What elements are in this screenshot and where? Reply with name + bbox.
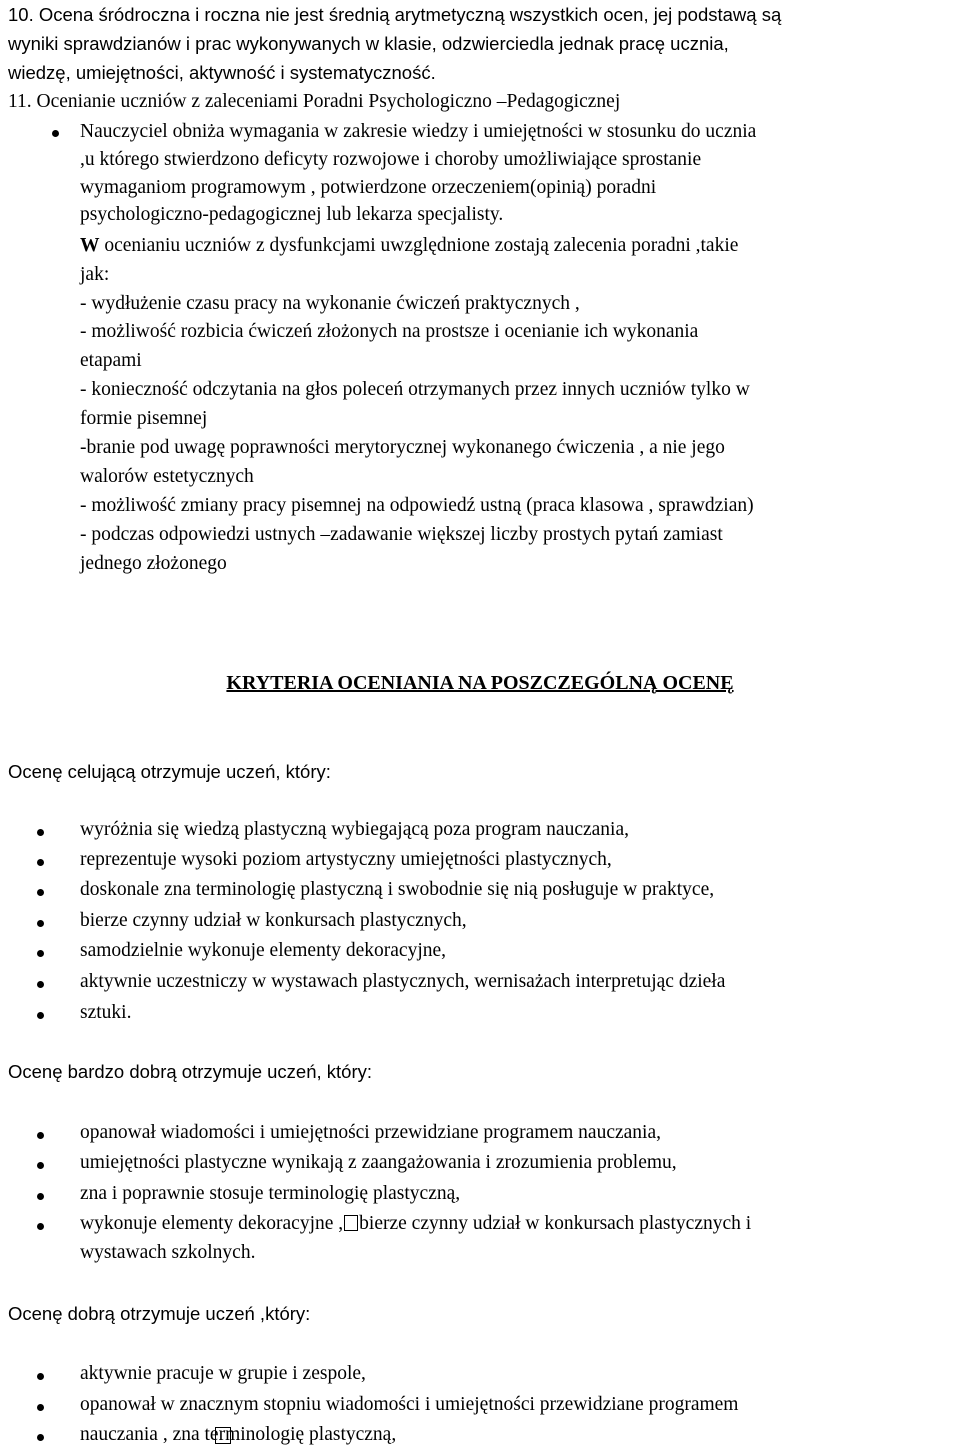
bullet-icon (37, 859, 44, 866)
empty-box-icon (344, 1215, 358, 1231)
section-11-bullet-line-3: wymaganiom programowym , potwierdzone orzeczeniem(opinią) poradni (80, 177, 657, 198)
bullet-icon (37, 1132, 44, 1139)
bullet-icon (37, 981, 44, 988)
section-11-paragraph-line: jak: (80, 264, 110, 285)
grade-bardzo-dobra-item: umiejętności plastyczne wynikają z zaangażowania i zrozumienia problemu, (80, 1152, 677, 1173)
item-text-before-box: nauczania , (80, 1424, 173, 1445)
section-11-paragraph-line: - wydłużenie czasu pracy na wykonanie ćwiczeń praktycznych , (80, 293, 580, 314)
section-11-paragraph-line: jednego złożonego (80, 553, 227, 574)
section-11-paragraph-line: - możliwość rozbicia ćwiczeń złożonych na prostsze i ocenianie ich wykonania (80, 321, 699, 342)
section-11-paragraph-line: - podczas odpowiedzi ustnych –zadawanie większej liczby prostych pytań zamiast (80, 524, 723, 545)
section-11-paragraph-line: - konieczność odczytania na głos poleceń otrzymanych przez innych uczniów tylko w (80, 379, 750, 400)
grade-dobra-item (80, 1423, 396, 1447)
grade-bardzo-dobra-item (80, 1212, 751, 1236)
empty-box-icon (215, 1427, 231, 1444)
bullet-icon (37, 1223, 44, 1230)
bullet-icon (37, 1404, 44, 1411)
section-10-line-3: wiedzę, umiejętności, aktywność i systematyczność. (8, 62, 436, 83)
criteria-heading: KRYTERIA OCENIANIA NA POSZCZEGÓLNĄ OCENĘ (226, 672, 734, 694)
section-11-bullet-line-4: psychologiczno-pedagogicznej lub lekarza specjalisty. (80, 204, 504, 225)
item-text-after-box: bierze czynny udział w konkursach plastycznych i (359, 1213, 752, 1234)
grade-bardzo-dobra-item: zna i poprawnie stosuje terminologię plastyczną, (80, 1183, 461, 1204)
bullet-icon (37, 1373, 44, 1380)
grade-bardzo-dobra-intro: Ocenę bardzo dobrą otrzymuje uczeń, który: (8, 1061, 373, 1082)
section-11-paragraph-line-1 (80, 234, 738, 258)
item-text-before-box: wykonuje elementy dekoracyjne , (80, 1213, 344, 1234)
bullet-icon (37, 1434, 44, 1441)
grade-celujaca-item: bierze czynny udział w konkursach plastycznych, (80, 910, 467, 931)
grade-celujaca-item: aktywnie uczestniczy w wystawach plastycznych, wernisażach interpretując dzieła (80, 971, 726, 992)
paragraph-first-line-rest: ocenianiu uczniów z dysfunkcjami uwzględnione zostają zalecenia poradni ,takie (99, 235, 739, 256)
section-11-paragraph-line: -branie pod uwagę poprawności merytorycznej wykonanego ćwiczenia , a nie jego (80, 437, 725, 458)
section-11-paragraph-line: walorów estetycznych (80, 466, 254, 487)
section-11-bullet-line-2: ,u którego stwierdzono deficyty rozwojowe i choroby umożliwiające sprostanie (80, 149, 702, 170)
grade-celujaca-item: reprezentuje wysoki poziom artystyczny umiejętności plastycznych, (80, 849, 612, 870)
grade-celujaca-item: samodzielnie wykonuje elementy dekoracyjne, (80, 940, 447, 961)
bullet-icon (37, 920, 44, 927)
paragraph-first-word: W (80, 235, 100, 256)
bullet-icon (37, 1012, 44, 1019)
bullet-icon (37, 1193, 44, 1200)
bullet-icon (37, 889, 44, 896)
section-10-line-1: 10. Ocena śródroczna i roczna nie jest średnią arytmetyczną wszystkich ocen, jej podstawą są (8, 4, 782, 25)
section-11-bullet-line-1: Nauczyciel obniża wymagania w zakresie wiedzy i umiejętności w stosunku do ucznia (80, 121, 757, 142)
grade-bardzo-dobra-item: opanował wiadomości i umiejętności przewidziane programem nauczania, (80, 1122, 661, 1143)
bullet-icon (37, 829, 44, 836)
section-11-paragraph-line: etapami (80, 350, 142, 371)
bullet-icon (52, 130, 59, 137)
grade-celujaca-item: doskonale zna terminologię plastyczną i swobodnie się nią posługuje w praktyce, (80, 879, 715, 900)
bullet-icon (37, 1162, 44, 1169)
grade-dobra-item: opanował w znacznym stopniu wiadomości i umiejętności przewidziane programem (80, 1394, 739, 1415)
grade-celujaca-intro: Ocenę celującą otrzymuje uczeń, który: (8, 761, 331, 782)
section-11-paragraph-line: - możliwość zmiany pracy pisemnej na odpowiedź ustną (praca klasowa , sprawdzian) (80, 495, 754, 516)
grade-celujaca-item: wyróżnia się wiedzą plastyczną wybiegającą poza program nauczania, (80, 819, 629, 840)
item-text-after-box: zna terminologię plastyczną, (172, 1424, 397, 1445)
section-11-paragraph-line: formie pisemnej (80, 408, 208, 429)
section-10-line-2: wyniki sprawdzianów i prac wykonywanych w klasie, odzwierciedla jednak pracę ucznia, (8, 33, 729, 54)
grade-dobra-intro: Ocenę dobrą otrzymuje uczeń ,który: (8, 1303, 311, 1324)
grade-celujaca-item: sztuki. (80, 1002, 132, 1023)
grade-bardzo-dobra-item-continuation: wystawach szkolnych. (80, 1242, 256, 1263)
grade-dobra-item: aktywnie pracuje w grupie i zespole, (80, 1363, 366, 1384)
section-11-title: 11. Ocenianie uczniów z zaleceniami Poradni Psychologiczno –Pedagogicznej (8, 91, 621, 112)
bullet-icon (37, 950, 44, 957)
